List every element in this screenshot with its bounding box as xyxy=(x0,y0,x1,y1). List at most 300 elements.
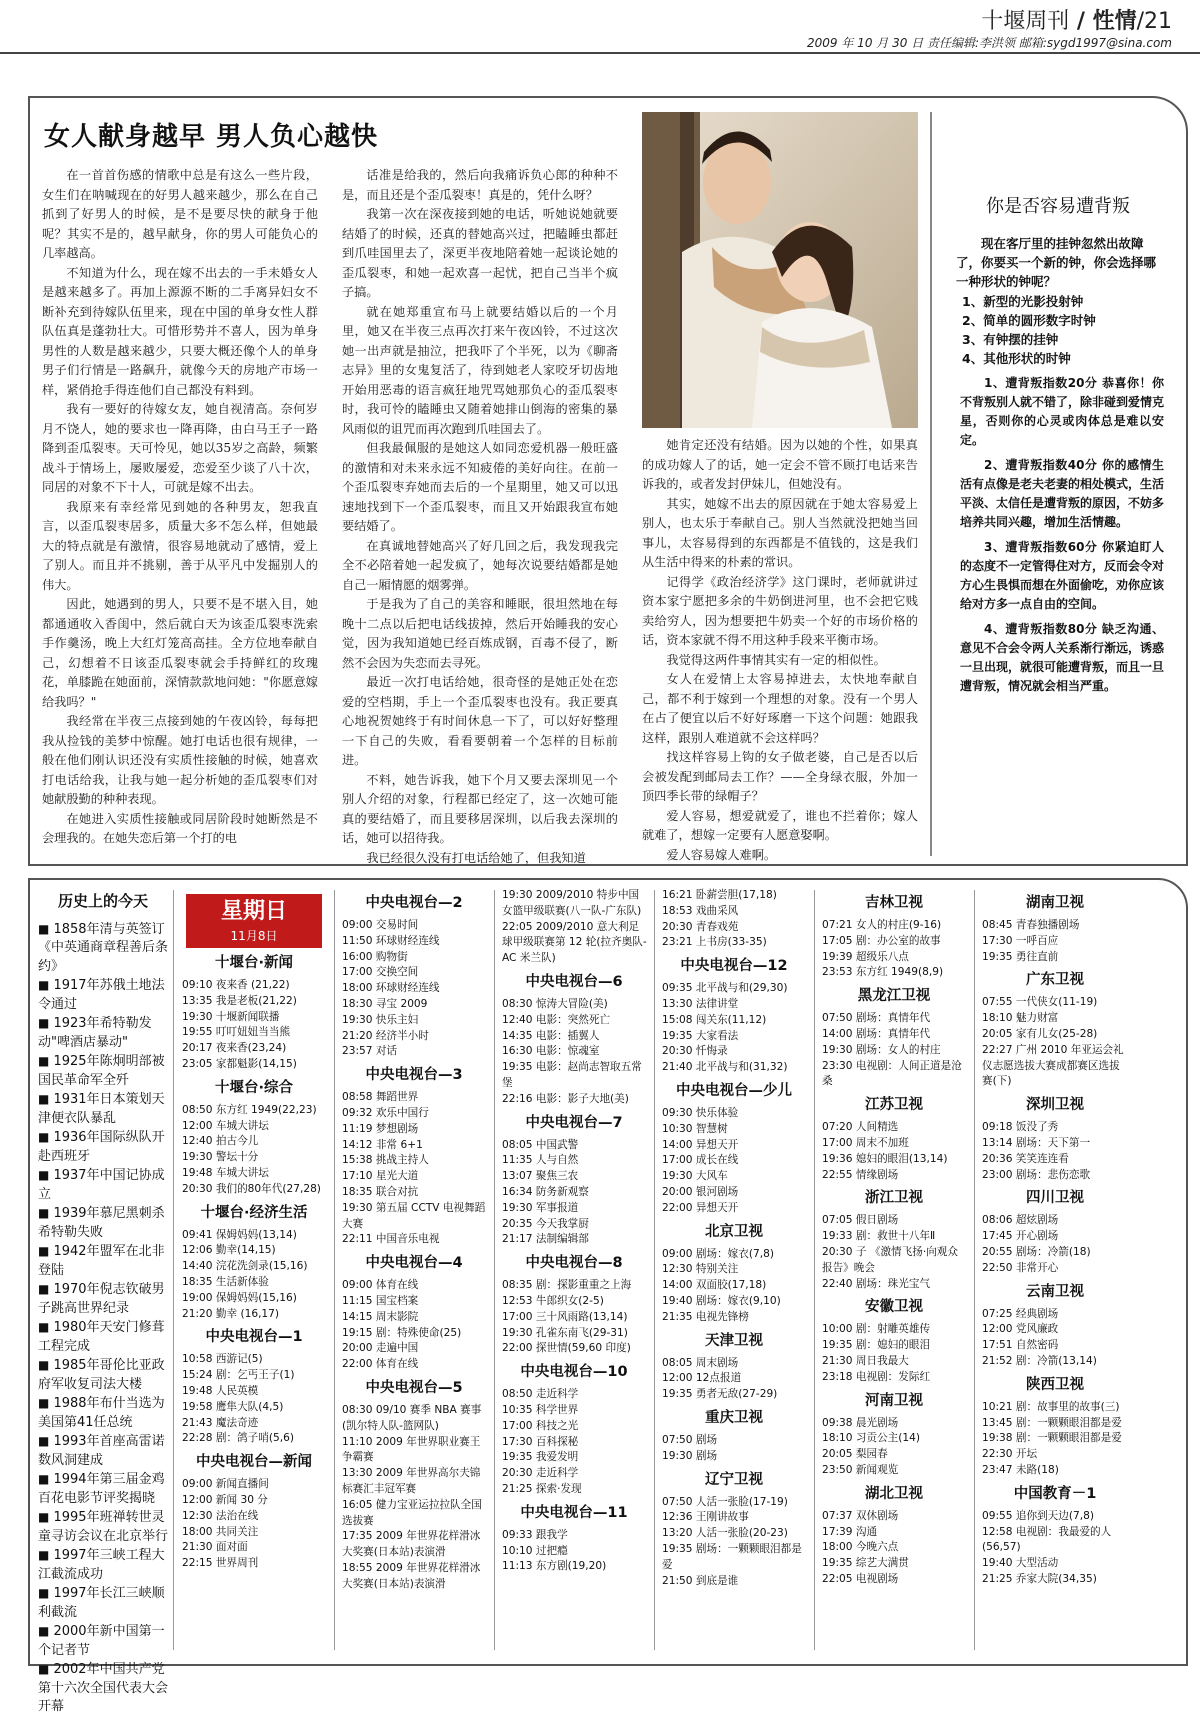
bullet-square-icon: ■ xyxy=(38,1472,50,1487)
article-paragraph: 爱人容易嫁人难啊。 xyxy=(666,847,777,862)
program-listing: 13:07 聚焦三农 xyxy=(502,1170,579,1183)
program-listing: 19:48 人民英模 xyxy=(182,1384,259,1397)
program-listing: 19:35 大家看法 xyxy=(662,1029,739,1042)
article-paragraph: 在一首首伤感的情歌中总是有这么一些片段，女生们在呐喊现在的好男人越来越少，那么在自己抓到了好男人的时候，是不是要尽快的献身于他呢？其实不是的，越早献身，你的男人可能负心的几率越高。 xyxy=(42,168,318,260)
program-listing: 18:10 魅力财富 xyxy=(982,1012,1059,1025)
program-listing: 17:00 成长在线 xyxy=(662,1154,739,1167)
bullet-square-icon: ■ xyxy=(38,1434,50,1449)
feature-article xyxy=(28,96,1188,866)
channel-name: 河南卫视 xyxy=(865,1392,923,1409)
article-paragraph: 找这样容易上钩的女子做老婆，自己是否以后会被发配到邮局去工作？——全身绿衣服，外加一顶四季长带的绿帽子？ xyxy=(642,750,918,803)
program-listing: 07:25 经典剧场 xyxy=(982,1307,1059,1320)
program-listing: 09:10 夜来香 (21,22) xyxy=(182,979,290,991)
article-column-1 xyxy=(42,166,318,856)
program-listing: 17:10 星光大道 xyxy=(342,1170,419,1183)
program-listing: 23:47 未路(18) xyxy=(982,1463,1059,1476)
program-listing: 15:08 闯关东(11,12) xyxy=(662,1013,767,1026)
history-event-text: 1970年倪志钦破男子跳高世界纪录 xyxy=(38,1282,165,1316)
program-listing: 21:52 剧：冷箭(13,14) xyxy=(982,1354,1097,1367)
bullet-square-icon: ■ xyxy=(38,978,50,993)
quiz-option: 1、新型的光影投射钟 xyxy=(962,294,1084,309)
tv-listings xyxy=(28,878,1188,1715)
history-today xyxy=(38,888,169,1715)
program-listing: 19:30 军事报道 xyxy=(502,1201,579,1214)
program-listing: 22:11 中国音乐电视 xyxy=(342,1233,440,1246)
bullet-square-icon: ■ xyxy=(38,1624,50,1639)
article-paragraph: 我已经很久没有打电话给她了，但我知道 xyxy=(366,850,586,865)
program-listing: 21:40 北平战与和(31,32) xyxy=(662,1061,788,1074)
history-event xyxy=(38,1660,168,1717)
publication-line: 十堰周刊 / 性情/21 xyxy=(981,9,1172,34)
program-listing: 09:18 饭没了秀 xyxy=(982,1121,1059,1134)
quiz-result: 3、遭背叛指数60分 你紧迫盯人的态度不一定管得住对方，反而会令对方心生畏惧而想在外面偷吃，劝你应该给对方多一点自由的空间。 xyxy=(960,540,1165,611)
program-listing: 13:35 我是老板(21,22) xyxy=(182,994,297,1007)
bullet-square-icon: ■ xyxy=(38,1016,50,1031)
history-event-text: 1994年第三届金鸡百花电影节评奖揭晓 xyxy=(38,1472,165,1506)
program-listing: 19:30 十堰新闻联播 xyxy=(182,1010,280,1023)
program-listing: 12:58 电视剧：我最爱的人(56,57) xyxy=(982,1525,1112,1554)
channel-name: 中央电视台—2 xyxy=(365,895,463,911)
program-listing: 10:21 剧：故事里的故事(三) xyxy=(982,1400,1120,1413)
program-listing: 21:17 法制编辑部 xyxy=(502,1233,589,1246)
channel-name: 中国教育－1 xyxy=(1013,1485,1097,1502)
program-listing: 17:00 三十风雨路(13,14) xyxy=(502,1310,628,1323)
program-listing: 13:14 剧场：天下第一 xyxy=(982,1136,1091,1149)
program-listing: 11:35 人与自然 xyxy=(502,1154,579,1167)
program-listing: 10:00 剧：射雕英雄传 xyxy=(822,1323,931,1336)
program-listing: 14:00 双面胶(17,18) xyxy=(662,1279,767,1292)
program-listing: 20:00 走遍中国 xyxy=(342,1342,419,1355)
history-event-text: 1931年日本策划天津便衣队暴乱 xyxy=(38,1092,165,1126)
program-listing: 12:06 勤幸(14,15) xyxy=(182,1244,276,1257)
channel-name: 北京卫视 xyxy=(705,1223,763,1240)
program-listing: 19:15 剧：特殊使命(25) xyxy=(342,1326,462,1339)
page-number: /21 xyxy=(1136,9,1172,34)
article-paragraph: 最近一次打电话给她，很奇怪的是她正处在恋爱的空档期，手上一个歪瓜裂枣也没有。我正要真心地祝贺她终于有时间休息一下了，可以好好整理一下自己的失败，看看要朝着一个怎样的目标前进。 xyxy=(342,675,618,767)
channel-name: 湖南卫视 xyxy=(1026,895,1084,911)
program-listing: 23:00 剧场：悲伤恋歌 xyxy=(982,1168,1091,1181)
program-listing: 09:55 追你到天边(7,8) xyxy=(982,1509,1094,1522)
program-listing: 18:30 寻宝 2009 xyxy=(342,997,428,1010)
history-event-text: 1936年国际纵队开赴西班牙 xyxy=(38,1130,165,1164)
program-listing: 08:06 超炫剧场 xyxy=(982,1214,1059,1227)
program-listing: 08:50 东方红 1949(22,23) xyxy=(182,1103,317,1116)
bullet-square-icon: ■ xyxy=(38,1586,50,1601)
program-listing: 17:45 开心剧场 xyxy=(982,1230,1059,1243)
program-listing: 07:50 剧场 xyxy=(662,1433,718,1446)
history-event xyxy=(38,976,168,1014)
article-paragraph: 我经常在半夜三点接到她的午夜凶铃，每每把我从捡钱的美梦中惊醒。她打电话也很有规律，一般在他们刚认识还没有实质性接触的时候，她喜欢打电话给我，让我与她一起分析她的歪瓜裂枣们对她献殷勤的种种表现。 xyxy=(42,714,318,806)
column-divider xyxy=(814,890,815,1650)
channel-name: 黑龙江卫视 xyxy=(857,988,931,1005)
program-listing: 17:05 剧：办公室的故事 xyxy=(822,934,941,947)
channel-name: 湖北卫视 xyxy=(865,1485,923,1502)
program-listing: 20:30 青春戏苑 xyxy=(662,920,739,933)
channel-name: 十堰台·经济生活 xyxy=(200,1204,308,1221)
program-listing: 07:50 人活一张脸(17-19) xyxy=(662,1495,788,1508)
tv-column-6 xyxy=(980,888,1130,1658)
program-listing: 22:00 体育在线 xyxy=(342,1358,419,1371)
couple-photo xyxy=(642,112,918,428)
channel-name: 中央电视台—8 xyxy=(525,1255,623,1272)
program-listing: 22:00 异想天开 xyxy=(662,1201,739,1214)
history-event-text: 1993年首座高雷诺数风洞建成 xyxy=(38,1434,165,1468)
program-listing: 09:00 交易时间 xyxy=(342,919,419,931)
channel-name: 中央电视台—新闻 xyxy=(196,1454,312,1471)
channel-name: 中央电视台—5 xyxy=(365,1379,463,1396)
program-listing: 13:45 剧：一颗颗眼泪都是爱 xyxy=(982,1416,1122,1429)
article-paragraph: 不知道为什么，现在嫁不出去的一手未婚女人是越来越多了。再加上源源不断的二手离异妇女不断补充到待嫁队伍里来，现在中国的单身女性人群队伍真是蓬勃壮大。可惜形势并不喜人，因为单身男性的人数是越来越少，只要大概还像个人的单身男子们行情是一路飙升，就像今天的房地产市场一样，紧俏抢手得连他们自己都没有料到。 xyxy=(42,265,318,397)
article-paragraph: 我觉得这两件事情其实有一定的相似性。 xyxy=(666,652,886,667)
program-listing: 21:30 面对面 xyxy=(182,1541,248,1554)
program-listing: 23:57 对话 xyxy=(342,1045,398,1058)
program-listing: 14:40 浣花洗剑录(15,16) xyxy=(182,1260,308,1273)
program-listing: 22:00 探世情(59,60 印度) xyxy=(502,1342,631,1355)
bullet-square-icon: ■ xyxy=(38,1510,50,1525)
program-listing: 17:00 交换空间 xyxy=(342,966,419,979)
program-listing: 08:30 09/10 赛季 NBA 赛事(凯尔特人队-篮网队) xyxy=(342,1403,482,1432)
program-listing: 18:00 共同关注 xyxy=(182,1525,259,1538)
history-event-text: 1980年天安门修葺工程完成 xyxy=(38,1320,165,1354)
history-event-text: 1925年陈炯明部被国民革命军全歼 xyxy=(38,1054,165,1088)
article-paragraph: 因此，她遇到的男人，只要不是不堪入目，她都通通收入香闺中，然后就白天为该歪瓜裂枣洗索手作羹汤，晚上大红灯笼高高挂。全方位地奉献自己，幻想着不日该歪瓜裂枣就会手持鲜红的玫瑰花，单膝跪在她面前，深情款款地问她："你愿意嫁给我吗？" xyxy=(42,597,318,709)
program-listing: 11:15 国宝档案 xyxy=(342,1294,419,1307)
program-listing: 19:30 孔雀东南飞(29-31) xyxy=(502,1326,628,1339)
history-event xyxy=(38,1584,168,1622)
program-listing: 13:20 人活一张脸(20-23) xyxy=(662,1527,788,1540)
channel-name: 中央电视台—12 xyxy=(680,958,788,975)
program-listing: 21:20 勤幸 (16,17) xyxy=(182,1307,280,1320)
column-divider xyxy=(173,890,174,1650)
quiz-sidebar xyxy=(930,112,1184,856)
column-divider xyxy=(974,890,975,1650)
history-event xyxy=(38,1508,168,1546)
program-listing: 23:50 新闻观览 xyxy=(822,1463,899,1476)
history-event-text: 1985年哥伦比亚政府军收复司法大楼 xyxy=(38,1358,165,1392)
program-listing: 12:36 王刚讲故事 xyxy=(662,1511,749,1524)
column-divider xyxy=(334,890,335,1650)
program-listing: 12:30 特别关注 xyxy=(662,1263,739,1276)
program-listing: 13:30 法律讲堂 xyxy=(662,997,739,1010)
program-listing: 22:55 情缘剧场 xyxy=(822,1168,899,1181)
program-listing: 17:30 百科探秘 xyxy=(502,1435,579,1448)
bullet-square-icon: ■ xyxy=(38,1282,50,1297)
program-listing: 22:15 世界周刊 xyxy=(182,1557,259,1570)
program-listing: 21:35 电视先锋榜 xyxy=(662,1310,749,1323)
bullet-square-icon: ■ xyxy=(38,1092,50,1107)
channel-name: 重庆卫视 xyxy=(705,1409,763,1426)
history-event-text: 1997年三峡工程大江截流成功 xyxy=(38,1548,165,1582)
program-listing: 18:35 联合对抗 xyxy=(342,1185,419,1198)
history-event xyxy=(38,1090,168,1128)
article-paragraph: 于是我为了自己的美容和睡眠，很坦然地在每晚十二点以后把电话线拔掉，然后开始睡我的安心觉，因为我知道她已经百炼成钢，百毒不侵了，断然不会因为失恋而去寻死。 xyxy=(342,597,618,670)
bullet-square-icon: ■ xyxy=(38,921,50,936)
history-event-text: 1923年希特勒发动"啤酒店暴动" xyxy=(38,1016,152,1050)
program-listing: 14:35 电影：插翼人 xyxy=(502,1029,600,1042)
history-event xyxy=(38,1546,168,1584)
program-listing: 19:58 鹰隼大队(4,5) xyxy=(182,1400,284,1413)
program-listing: 16:21 卧薪尝胆(17,18) xyxy=(662,889,777,901)
program-listing: 12:53 牛郎织女(2-5) xyxy=(502,1294,604,1307)
article-paragraph: 就在她郑重宣布马上就要结婚以后的一个月里，她又在半夜三点再次打来午夜凶铃，不过这次她一出声就是抽泣，把我吓了个半死，以为《聊斋志异》里的女鬼复活了，待到她老人家咬牙切齿地开始用恶毒的语言疯狂地咒骂她那负心的歪瓜裂枣时，我可怜的瞌睡虫又随着她排山倒海的密集的暴风雨似的诅咒而再次跑到爪哇国去了。 xyxy=(342,304,618,436)
program-listing: 21:43 魔法奇迹 xyxy=(182,1416,259,1429)
history-event-text: 2002年中国共产党第十六次全国代表大会开幕 xyxy=(38,1662,169,1715)
history-event xyxy=(38,1470,168,1508)
program-listing: 07:20 人间精选 xyxy=(822,1121,899,1134)
column-divider xyxy=(654,890,655,1650)
program-listing: 23:18 电视剧：发际红 xyxy=(822,1370,931,1383)
program-listing: 17:39 沟通 xyxy=(822,1525,878,1538)
channel-name: 江苏卫视 xyxy=(865,1097,923,1114)
tv-column-1 xyxy=(180,888,328,1658)
article-paragraph: 其实，她嫁不出去的原因就在于她太容易爱上别人，也太乐于奉献自己。别人当然就没把她当回事儿，太容易得到的东西都是不值钱的，这是我们从生活中得来的朴素的常识。 xyxy=(642,496,918,569)
history-event-text: 1995年班禅转世灵童寻访会议在北京举行 xyxy=(38,1510,169,1544)
couple-photo-illustration xyxy=(642,112,918,428)
channel-name: 中央电视台—6 xyxy=(525,973,623,990)
channel-name: 中央电视台—11 xyxy=(520,1504,628,1521)
history-event-text: 2000年新中国第一个记者节 xyxy=(38,1624,165,1658)
history-event xyxy=(38,1014,168,1052)
program-listing: 19:35 电影：赵尚志智取五常堡 xyxy=(502,1061,642,1089)
tv-column-5 xyxy=(820,888,968,1658)
program-listing: 07:50 剧场：真情年代 xyxy=(822,1012,931,1025)
quiz-results xyxy=(960,374,1164,702)
program-listing: 11:10 2009 年世界职业赛王争霸赛 xyxy=(342,1435,481,1464)
program-listing: 11:19 梦想剧场 xyxy=(342,1122,419,1135)
program-listing: 22:05 2009/2010 意大利足球甲级联赛第 12 轮(拉齐奥队-AC 米兰队) xyxy=(502,920,647,965)
program-listing: 16:05 健力宝亚运拉拉队全国选拔赛 xyxy=(342,1498,482,1527)
history-event xyxy=(38,1204,168,1242)
program-listing: 12:40 拍古今儿 xyxy=(182,1135,259,1148)
quiz-option: 4、其他形状的时钟 xyxy=(962,351,1071,366)
channel-name: 中央电视台—7 xyxy=(525,1114,623,1131)
tv-column-2 xyxy=(340,888,488,1658)
program-listing: 12:40 电影：突然死亡 xyxy=(502,1013,611,1026)
program-listing: 18:55 2009 年世界花样滑冰大奖赛(日本站)表演滑 xyxy=(342,1561,481,1590)
history-event xyxy=(38,1242,168,1280)
quiz-result: 1、遭背叛指数20分 恭喜你！你不背叛别人就不错了，除非碰到爱情克星，否则你的心灵或肉体总是难以安定。 xyxy=(960,376,1165,447)
history-event-text: 1939年慕尼黑刺杀希特勒失败 xyxy=(38,1206,165,1240)
program-listing: 19:40 大型活动 xyxy=(982,1557,1059,1570)
history-event-text: 1858年清与英签订《中英通商章程善后条约》 xyxy=(38,921,169,974)
bullet-square-icon: ■ xyxy=(38,1054,50,1069)
article-paragraph: 但我最佩服的是她这人如同恋爱机器一般旺盛的激情和对未来永远不知疲倦的美好向往。在前一个歪瓜裂枣弃她而去后的一个星期里，她又可以迅速地找到下一个歪瓜裂枣，而且又开始跟我宣布她要结婚了。 xyxy=(342,441,618,533)
channel-name: 十堰台·新闻 xyxy=(214,955,293,971)
channel-name: 天津卫视 xyxy=(705,1332,763,1349)
article-paragraph: 爱人容易，想爱就爱了，谁也不拦着你；嫁人就难了，想嫁一定要有人愿意娶啊。 xyxy=(642,808,918,842)
article-paragraph: 在她进入实质性接触或同居阶段时她断然是不会理我的。在她失恋后第一个打的电 xyxy=(42,811,318,845)
history-event-text: 1942年盟军在北非登陆 xyxy=(38,1244,165,1278)
program-listing: 19:38 剧：一颗颗眼泪都是爱 xyxy=(982,1432,1122,1445)
program-listing: 16:30 电影：惊魂室 xyxy=(502,1045,600,1058)
issue-meta: 2009 年 10 月 30 日 责任编辑:李洪领 邮箱:sygd1997@sina.com xyxy=(807,36,1172,50)
channel-name: 吉林卫视 xyxy=(865,895,923,911)
program-listing: 08:35 剧：探影重重之上海 xyxy=(502,1279,632,1292)
program-listing: 22:28 剧：鸽子哨(5,6) xyxy=(182,1432,294,1445)
program-listing: 08:30 惊涛大冒险(美) xyxy=(502,997,608,1010)
article-column-3 xyxy=(642,436,918,862)
bullet-square-icon: ■ xyxy=(38,1244,50,1259)
program-listing: 19:30 警坛十分 xyxy=(182,1151,259,1164)
program-listing: 17:51 自然密码 xyxy=(982,1339,1059,1352)
program-listing: 19:30 剧场 xyxy=(662,1449,718,1462)
program-listing: 16:00 购物街 xyxy=(342,950,408,963)
history-event xyxy=(38,1280,168,1318)
tv-column-4 xyxy=(660,888,808,1658)
quiz-option: 2、简单的圆形数字时钟 xyxy=(962,313,1096,328)
program-listing: 23:05 家都魁影(14,15) xyxy=(182,1057,297,1070)
program-listing: 17:30 一呼百应 xyxy=(982,934,1059,947)
history-event-text: 1997年长江三峡顺利截流 xyxy=(38,1586,165,1620)
program-listing: 14:15 周末影院 xyxy=(342,1310,419,1323)
history-event-text: 1937年中国记协成立 xyxy=(38,1168,165,1202)
article-paragraph: 她肯定还没有结婚。因为以她的个性，如果真的成功嫁人了的话，她一定会不管不顾打电话来告诉我的，或者发封伊妹儿，但她没有。 xyxy=(642,438,918,491)
program-listing: 21:25 乔家大院(34,35) xyxy=(982,1572,1097,1585)
program-listing: 17:00 科技之光 xyxy=(502,1419,579,1432)
program-listing: 08:50 走近科学 xyxy=(502,1388,579,1401)
history-event xyxy=(38,1052,168,1090)
quiz-options xyxy=(962,292,1096,368)
history-list xyxy=(38,920,168,1717)
program-listing: 22:05 电视剧场 xyxy=(822,1572,899,1585)
bullet-square-icon: ■ xyxy=(38,1662,50,1677)
history-event xyxy=(38,1128,168,1166)
quiz-result: 4、遭背叛指数80分 缺乏沟通、意见不合会令两人关系渐行渐远，诱惑一旦出现，就很可能遭背叛，而且一旦遭背叛，情况就会相当严重。 xyxy=(960,622,1165,693)
program-listing: 19:30 快乐主妇 xyxy=(342,1013,419,1026)
program-listing: 19:00 保姆妈妈(15,16) xyxy=(182,1291,297,1304)
program-listing: 11:50 环球财经连线 xyxy=(342,934,440,947)
program-listing: 09:00 新闻直播间 xyxy=(182,1478,269,1491)
program-listing: 22:16 电影：影子大地(美) xyxy=(502,1092,629,1105)
program-listing: 11:13 东方剧(19,20) xyxy=(502,1560,607,1573)
bullet-square-icon: ■ xyxy=(38,1206,50,1221)
program-listing: 18:35 生活新体验 xyxy=(182,1275,269,1288)
program-listing: 22:27 广州 2010 年亚运会礼仪志愿选拔大赛成都赛区选拔赛(下) xyxy=(982,1043,1124,1088)
bullet-square-icon: ■ xyxy=(38,1358,50,1373)
program-listing: 21:50 到底是谁 xyxy=(662,1574,739,1587)
program-listing: 12:00 车城大讲坛 xyxy=(182,1119,269,1132)
program-listing: 12:00 党风廉政 xyxy=(982,1323,1059,1336)
history-event xyxy=(38,1356,168,1394)
program-listing: 09:00 体育在线 xyxy=(342,1279,419,1292)
program-listing: 13:30 2009 年世界高尔夫锦标赛汇丰冠军赛 xyxy=(342,1467,481,1495)
program-listing: 22:50 非常开心 xyxy=(982,1261,1059,1274)
program-listing: 22:30 开坛 xyxy=(982,1448,1038,1461)
day-badge xyxy=(186,894,322,948)
date-label: 11月8日 xyxy=(230,929,278,943)
quiz-intro-text: 现在客厅里的挂钟忽然出故障了，你要买一个新的钟，你会选择哪一种形状的钟呢？ xyxy=(956,236,1157,289)
program-listing: 22:40 剧场：珠光宝气 xyxy=(822,1277,931,1290)
program-listing: 07:05 假日剧场 xyxy=(822,1214,899,1227)
program-listing: 19:35 剧：媳妇的眼泪 xyxy=(822,1339,931,1352)
program-listing: 19:30 2009/2010 特步中国女篮甲级联赛(八一队-广东队) xyxy=(502,889,642,917)
program-listing: 07:55 一代侠女(11-19) xyxy=(982,996,1098,1009)
channel-name: 辽宁卫视 xyxy=(705,1471,763,1488)
history-event xyxy=(38,1432,168,1470)
bullet-square-icon: ■ xyxy=(38,1396,50,1411)
history-event xyxy=(38,1166,168,1204)
program-listing: 18:00 环球财经连线 xyxy=(342,982,440,995)
history-event xyxy=(38,1394,168,1432)
program-listing: 19:36 媳妇的眼泪(13,14) xyxy=(822,1152,948,1165)
article-paragraph: 我第一次在深夜接到她的电话，听她说她就要结婚了的时候，还真的替她高兴过，把瞌睡虫都赶到爪哇国里去了，深更半夜地陪着她一起谈论她的歪瓜裂枣，和她一起欢喜一起忧，把自己当半个疯子搞。 xyxy=(342,207,618,299)
page-header xyxy=(0,0,1200,54)
program-listing: 23:53 东方红 1949(8,9) xyxy=(822,966,944,979)
channel-name: 深圳卫视 xyxy=(1026,1097,1084,1114)
article-column-2 xyxy=(342,166,618,865)
program-listing: 19:30 第五届 CCTV 电视舞蹈大赛 xyxy=(342,1201,486,1230)
program-listing: 20:05 梨园春 xyxy=(822,1448,888,1461)
bullet-square-icon: ■ xyxy=(38,1168,50,1183)
publication-name: 十堰周刊 xyxy=(981,9,1070,34)
program-listing: 19:55 叮叮妞妞当当熊 xyxy=(182,1026,291,1039)
program-listing: 20:30 走近科学 xyxy=(502,1467,579,1480)
bullet-square-icon: ■ xyxy=(38,1130,50,1145)
program-listing: 17:00 周末不加班 xyxy=(822,1136,909,1149)
article-paragraph: 不料，她告诉我，她下个月又要去深圳见一个别人介绍的对象，行程都已经定了，这一次她可能真的要结婚了，而且要移居深圳，以后我去深圳的话，她可以招待我。 xyxy=(342,772,618,845)
program-listing: 19:35 综艺大满贯 xyxy=(822,1557,909,1570)
program-listing: 20:30 子 《激情飞扬·向观众报告》晚会 xyxy=(822,1245,958,1274)
article-paragraph: 在真诚地替她高兴了好几回之后，我发现我完全不必陪着她一起发疯了，她每次说要结婚都是她自己一厢情愿的烟雾弹。 xyxy=(342,538,618,592)
program-listing: 20:05 家有儿女(25-28) xyxy=(982,1027,1098,1040)
article-paragraph: 女人在爱情上太容易掉进去，太快地奉献自己，都不利于嫁到一个理想的对象。没有一个男人在占了便宜以后不好好琢磨一下这个问题：她跟我这样，跟别人难道就不会这样吗？ xyxy=(642,672,918,745)
program-listing: 16:34 防务新观察 xyxy=(502,1185,589,1198)
history-event xyxy=(38,1318,168,1356)
channel-name: 中央电视台—10 xyxy=(520,1364,628,1381)
program-listing: 19:48 车城大讲坛 xyxy=(182,1166,269,1179)
day-of-week: 星期日 xyxy=(220,899,287,924)
tv-column-1-channels xyxy=(180,953,328,1572)
channel-name: 中央电视台—3 xyxy=(365,1067,463,1084)
history-event-text: 1988年布什当选为美国第41任总统 xyxy=(38,1396,165,1430)
program-listing: 19:35 勇者无敌(27-29) xyxy=(662,1388,778,1401)
channel-name: 浙江卫视 xyxy=(865,1190,923,1207)
quiz-intro xyxy=(956,234,1166,291)
program-listing: 12:00 12点报道 xyxy=(662,1372,742,1385)
program-listing: 18:53 戏曲采风 xyxy=(662,904,739,917)
article-paragraph: 我原来有幸经常见到她的各种男友，恕我直言，以歪瓜裂枣居多，质量大多不怎么样，但她最大的特点就是有激情，很容易地就动了感情，爱上了别人。而且并不挑剔，善于从平凡中发掘别人的伟大。 xyxy=(42,499,318,592)
channel-name: 十堰台·综合 xyxy=(214,1079,293,1096)
program-listing: 12:30 法治在线 xyxy=(182,1509,259,1522)
channel-name: 广东卫视 xyxy=(1026,972,1084,989)
program-listing: 12:00 新闻 30 分 xyxy=(182,1493,268,1506)
section-name: 性情 xyxy=(1092,9,1137,34)
program-listing: 20:36 笑笑连连看 xyxy=(982,1152,1069,1165)
program-listing: 18:10 习贡公主(14) xyxy=(822,1432,921,1445)
bullet-square-icon: ■ xyxy=(38,1320,50,1335)
channel-name: 安徽卫视 xyxy=(865,1299,923,1316)
program-listing: 20:17 夜来香(23,24) xyxy=(182,1042,287,1055)
quiz-title: 你是否容易遭背叛 xyxy=(986,196,1130,217)
article-paragraph: 记得学《政治经济学》这门课时，老师就讲过资本家宁愿把多余的牛奶倒进河里，也不会把它贱卖给穷人，因为想要把牛奶卖一个好的市场价格的话，资本家就不得不用这种手段来平衡市场。 xyxy=(642,574,918,647)
program-listing: 19:30 剧场：女人的村庄 xyxy=(822,1043,941,1056)
channel-name: 陕西卫视 xyxy=(1026,1376,1084,1393)
program-listing: 14:12 非常 6+1 xyxy=(342,1138,423,1151)
program-listing: 07:37 双休剧场 xyxy=(822,1509,899,1522)
program-listing: 21:25 探索·发现 xyxy=(502,1482,582,1495)
program-listing: 14:00 异想天开 xyxy=(662,1138,739,1151)
program-listing: 20:00 银河剧场 xyxy=(662,1185,739,1198)
program-listing: 15:38 挑战主持人 xyxy=(342,1154,429,1167)
program-listing: 08:45 青春独播剧场 xyxy=(982,919,1080,931)
program-listing: 20:55 剧场：冷箭(18) xyxy=(982,1245,1091,1258)
program-listing: 21:20 经济半小时 xyxy=(342,1029,429,1042)
program-listing: 09:35 北平战与和(29,30) xyxy=(662,982,788,995)
program-listing: 07:21 女人的村庄(9-16) xyxy=(822,919,942,931)
program-listing: 09:38 晨光剧场 xyxy=(822,1416,899,1429)
program-listing: 10:58 西游记(5) xyxy=(182,1353,263,1366)
quiz-option: 3、有钟摆的挂钟 xyxy=(962,332,1059,347)
